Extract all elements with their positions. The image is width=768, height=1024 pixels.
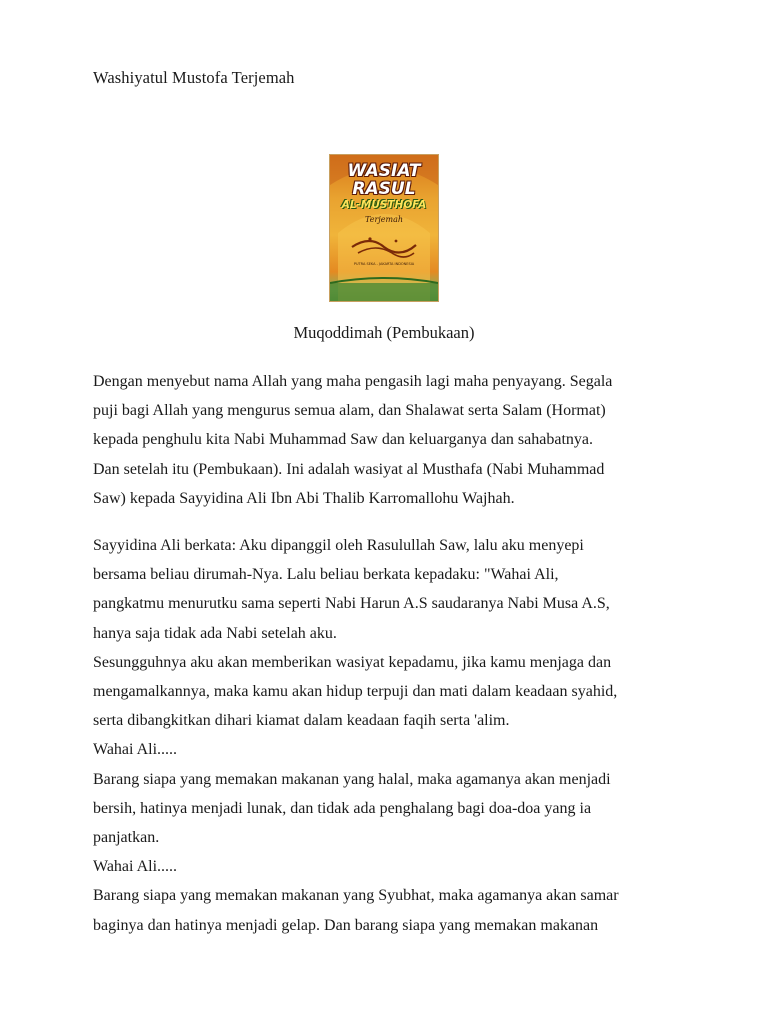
text-line: bersih, hatinya menjadi lunak, dan tidak ada penghalang bagi doa-doa yang ia xyxy=(93,799,592,817)
text-line: Wahai Ali..... xyxy=(93,741,178,759)
cover-title-line3: AL-MUSTHOFA xyxy=(341,199,427,211)
text-line: Dengan menyebut nama Allah yang maha pengasih lagi maha penyayang. Segala xyxy=(93,373,613,390)
text-line: Sesungguhnya aku akan memberikan wasiyat kepadamu, jika kamu menjaga dan xyxy=(93,653,612,671)
text-line: Sayyidina Ali berkata: Aku dipanggil oleh Rasulullah Saw, lalu aku menyepi xyxy=(93,537,584,554)
text-line: bersama beliau dirumah-Nya. Lalu beliau berkata kepadaku: "Wahai Ali, xyxy=(93,566,559,584)
cover-footer: PUTRA SEKA - JAKARTA INDONESIA xyxy=(353,262,415,266)
paragraph-body xyxy=(93,531,683,940)
cover-subtitle: Terjemah xyxy=(365,215,403,224)
text-line: puji bagi Allah yang mengurus semua alam, dan Shalawat serta Salam (Hormat) xyxy=(93,402,606,420)
text-line: Barang siapa yang memakan makanan yang halal, maka agamanya akan menjadi xyxy=(93,770,611,788)
text-line: Barang siapa yang memakan makanan yang Syubhat, maka agamanya akan samar xyxy=(93,887,619,905)
text-line: serta dibangkitkan dihari kiamat dalam keadaan faqih serta 'alim. xyxy=(93,712,510,730)
document-title: Washiyatul Mustofa Terjemah xyxy=(93,68,295,87)
cover-title-line1: WASIAT xyxy=(347,161,421,181)
text-line: mengamalkannya, maka kamu akan hidup terpuji dan mati dalam keadaan syahid, xyxy=(93,683,618,701)
book-cover-image xyxy=(330,155,438,301)
cover-title-line2: RASUL xyxy=(352,179,416,199)
text-line: Saw) kepada Sayyidina Ali Ibn Abi Thalib Karromallohu Wajhah. xyxy=(93,489,515,507)
text-line: kepada penghulu kita Nabi Muhammad Saw dan keluarganya dan sahabatnya. xyxy=(93,431,593,449)
section-heading: Muqoddimah (Pembukaan) xyxy=(293,323,475,342)
text-line: pangkatmu menurutku sama seperti Nabi Harun A.S saudaranya Nabi Musa A.S, xyxy=(93,595,610,613)
paragraph-intro xyxy=(93,367,683,513)
text-line: panjatkan. xyxy=(93,829,160,847)
text-line: Wahai Ali..... xyxy=(93,858,178,876)
text-line: Dan setelah itu (Pembukaan). Ini adalah wasiyat al Musthafa (Nabi Muhammad xyxy=(93,460,605,478)
text-line: hanya saja tidak ada Nabi setelah aku. xyxy=(93,624,337,642)
text-line: baginya dan hatinya menjadi gelap. Dan barang siapa yang memakan makanan xyxy=(93,916,599,934)
